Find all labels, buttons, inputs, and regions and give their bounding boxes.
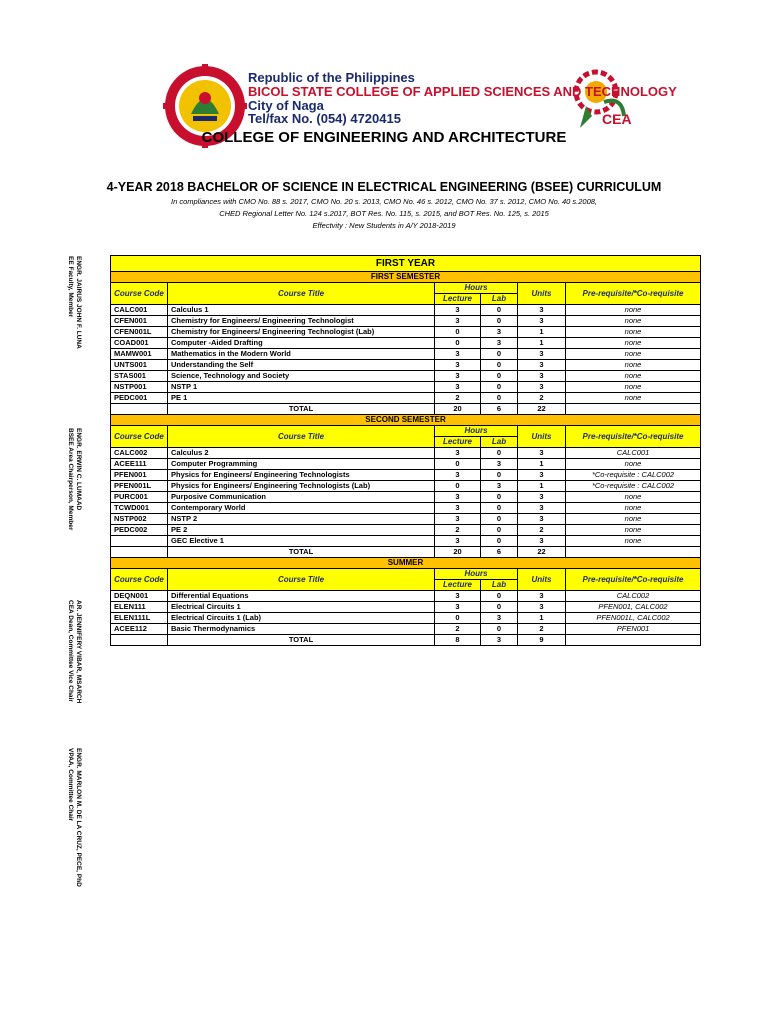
lab-hours: 0 [481,393,518,404]
year-label: FIRST YEAR [111,256,701,272]
course-code: CALC001 [111,305,168,316]
units: 3 [518,371,566,382]
course-code: NSTP002 [111,514,168,525]
header-course-title: Course Title [168,569,435,591]
course-title: NSTP 2 [168,514,435,525]
curriculum-title: 4-YEAR 2018 BACHELOR OF SCIENCE IN ELECTRICAL ENGINEERING (BSEE) CURRICULUM [106,180,662,194]
signatory-1 [66,256,82,349]
total-label: TOTAL [168,404,435,415]
header-lab: Lab [481,580,518,591]
table-row [111,514,701,525]
total-empty-cell [111,547,168,558]
units: 3 [518,514,566,525]
table-row [111,459,701,470]
units: 1 [518,613,566,624]
lab-hours: 0 [481,492,518,503]
telfax-line: Tel/fax No. (054) 4720415 [248,111,401,126]
units: 3 [518,492,566,503]
units: 3 [518,503,566,514]
course-code: PURC001 [111,492,168,503]
units: 2 [518,624,566,635]
course-title: Contemporary World [168,503,435,514]
cea-logo-text: CEA [602,111,632,127]
units: 3 [518,349,566,360]
total-lab: 3 [481,635,518,646]
table-row [111,613,701,624]
total-units: 22 [518,404,566,415]
course-title: NSTP 1 [168,382,435,393]
header-units: Units [518,283,566,305]
table-row [111,360,701,371]
lab-hours: 0 [481,448,518,459]
course-title: Understanding the Self [168,360,435,371]
prerequisite: none [566,382,701,393]
curriculum-table [110,255,701,646]
lecture-hours: 3 [435,349,481,360]
header-course-title: Course Title [168,283,435,305]
header-hours: Hours [435,426,518,437]
lecture-hours: 2 [435,624,481,635]
column-header-row [111,283,701,294]
header-prerequisite: Pre-requisite/*Co-requisite [566,426,701,448]
lab-hours: 3 [481,459,518,470]
total-lecture: 20 [435,547,481,558]
signatory-4 [66,748,82,887]
semester-row [111,558,701,569]
signatory-name: ENGR. JAIRUS JOHN F. LUNA [75,256,82,349]
header-prerequisite: Pre-requisite/*Co-requisite [566,283,701,305]
course-code: COAD001 [111,338,168,349]
prerequisite: none [566,338,701,349]
lecture-hours: 3 [435,591,481,602]
course-code: ELEN111L [111,613,168,624]
total-row [111,404,701,415]
lab-hours: 0 [481,602,518,613]
units: 1 [518,338,566,349]
prerequisite: none [566,514,701,525]
table-row [111,327,701,338]
prerequisite: none [566,525,701,536]
prerequisite: none [566,305,701,316]
table-row [111,316,701,327]
lecture-hours: 3 [435,305,481,316]
table-row [111,393,701,404]
header-lab: Lab [481,294,518,305]
header-lecture: Lecture [435,437,481,448]
prerequisite: PFEN001 [566,624,701,635]
lecture-hours: 3 [435,470,481,481]
prerequisite: PFEN001L, CALC002 [566,613,701,624]
header-course-title: Course Title [168,426,435,448]
college-title: COLLEGE OF ENGINEERING AND ARCHITECTURE [201,129,567,146]
units: 3 [518,536,566,547]
course-code: CFEN001 [111,316,168,327]
total-label: TOTAL [168,635,435,646]
total-lab: 6 [481,547,518,558]
total-lecture: 8 [435,635,481,646]
course-code: STAS001 [111,371,168,382]
semester-label: SUMMER [111,558,701,569]
course-title: Mathematics in the Modern World [168,349,435,360]
total-units: 9 [518,635,566,646]
table-row [111,536,701,547]
lab-hours: 0 [481,470,518,481]
lecture-hours: 0 [435,481,481,492]
course-title: PE 1 [168,393,435,404]
lecture-hours: 0 [435,327,481,338]
lecture-hours: 3 [435,536,481,547]
prerequisite: PFEN001, CALC002 [566,602,701,613]
course-code: NSTP001 [111,382,168,393]
lab-hours: 3 [481,481,518,492]
prerequisite: none [566,360,701,371]
lecture-hours: 3 [435,514,481,525]
school-name: BICOL STATE COLLEGE OF APPLIED SCIENCES AND TECHNOLOGY [248,84,677,99]
header-lecture: Lecture [435,294,481,305]
prerequisite: none [566,371,701,382]
signatory-name: AR. JENNIFERY VIBAR, MSARCH [75,600,82,704]
header-prerequisite: Pre-requisite/*Co-requisite [566,569,701,591]
course-title: GEC Elective 1 [168,536,435,547]
signatory-role: EE Faculty, Member [67,256,74,318]
table-row [111,525,701,536]
signatory-role: BSEE Area Chairperson, Member [67,428,74,531]
table-row [111,481,701,492]
course-code: ELEN111 [111,602,168,613]
lecture-hours: 3 [435,602,481,613]
total-row [111,635,701,646]
prerequisite: *Co-requisite : CALC002 [566,481,701,492]
lecture-hours: 3 [435,448,481,459]
lab-hours: 0 [481,514,518,525]
table-row [111,470,701,481]
course-code: UNTS001 [111,360,168,371]
course-title: Science, Technology and Society [168,371,435,382]
lab-hours: 0 [481,503,518,514]
table-row [111,382,701,393]
lecture-hours: 3 [435,360,481,371]
prerequisite: none [566,459,701,470]
total-row [111,547,701,558]
compliance-note-1: In compliances with CMO No. 88 s. 2017, CMO No. 20 s. 2013, CMO No. 46 s. 2012, CMO No. 37 s. 2012, CMO No. 40 s.2008, [170,197,598,206]
course-code: ACEE111 [111,459,168,470]
lab-hours: 0 [481,624,518,635]
header-lab: Lab [481,437,518,448]
units: 2 [518,525,566,536]
table-row [111,624,701,635]
table-row [111,602,701,613]
header-hours: Hours [435,569,518,580]
lab-hours: 0 [481,349,518,360]
prerequisite: *Co-requisite : CALC002 [566,470,701,481]
units: 2 [518,393,566,404]
year-row [111,256,701,272]
effectivity-note: Effectvity : New Students in A/Y 2018-2019 [312,221,456,230]
republic-line: Republic of the Philippines [248,70,415,85]
total-units: 22 [518,547,566,558]
signatory-role: VPAA, Committee Chair [67,748,74,822]
units: 3 [518,316,566,327]
total-lecture: 20 [435,404,481,415]
table-row [111,448,701,459]
total-label: TOTAL [168,547,435,558]
course-title: Calculus 2 [168,448,435,459]
table-row [111,371,701,382]
semester-row [111,272,701,283]
lab-hours: 0 [481,382,518,393]
prerequisite: none [566,349,701,360]
lab-hours: 0 [481,591,518,602]
course-title: Chemistry for Engineers/ Engineering Technologist (Lab) [168,327,435,338]
lecture-hours: 0 [435,459,481,470]
units: 3 [518,448,566,459]
lecture-hours: 2 [435,525,481,536]
table-row [111,349,701,360]
lecture-hours: 3 [435,503,481,514]
lab-hours: 3 [481,613,518,624]
lab-hours: 0 [481,371,518,382]
units: 1 [518,327,566,338]
course-code: ACEE112 [111,624,168,635]
course-title: Physics for Engineers/ Engineering Technologists (Lab) [168,481,435,492]
units: 3 [518,382,566,393]
prerequisite: none [566,503,701,514]
lab-hours: 0 [481,536,518,547]
course-title: Calculus 1 [168,305,435,316]
lecture-hours: 2 [435,393,481,404]
signatory-role: CEA Dean, Committee Vice Chair [67,600,74,702]
course-code [111,536,168,547]
units: 3 [518,602,566,613]
lab-hours: 3 [481,338,518,349]
units: 3 [518,470,566,481]
course-code: PFEN001 [111,470,168,481]
lecture-hours: 3 [435,382,481,393]
table-row [111,591,701,602]
units: 1 [518,459,566,470]
header-units: Units [518,426,566,448]
header-course-code: Course Code [111,569,168,591]
header-units: Units [518,569,566,591]
semester-label: FIRST SEMESTER [111,272,701,283]
lab-hours: 0 [481,305,518,316]
total-empty-cell [566,635,701,646]
signatory-2 [66,428,82,530]
prerequisite: none [566,316,701,327]
course-code: PEDC002 [111,525,168,536]
table-row [111,338,701,349]
lecture-hours: 3 [435,316,481,327]
course-title: Physics for Engineers/ Engineering Technologists [168,470,435,481]
course-title: Differential Equations [168,591,435,602]
units: 3 [518,591,566,602]
lab-hours: 3 [481,327,518,338]
course-title: Electrical Circuits 1 [168,602,435,613]
course-code: MAMW001 [111,349,168,360]
lecture-hours: 0 [435,613,481,624]
city-line: City of Naga [248,98,324,113]
signatory-3 [66,600,82,703]
lecture-hours: 3 [435,371,481,382]
header-lecture: Lecture [435,580,481,591]
course-code: CFEN001L [111,327,168,338]
prerequisite: none [566,492,701,503]
table-row [111,492,701,503]
signatory-name: ENGR. ERWIN C. LUMAAD [75,428,82,511]
course-code: PEDC001 [111,393,168,404]
course-title: Computer Programming [168,459,435,470]
units: 1 [518,481,566,492]
prerequisite: none [566,393,701,404]
column-header-row [111,569,701,580]
lab-hours: 0 [481,525,518,536]
header-hours: Hours [435,283,518,294]
course-title: PE 2 [168,525,435,536]
course-title: Purposive Communication [168,492,435,503]
total-empty-cell [566,404,701,415]
units: 3 [518,305,566,316]
header-course-code: Course Code [111,426,168,448]
course-code: DEQN001 [111,591,168,602]
units: 3 [518,360,566,371]
total-lab: 6 [481,404,518,415]
column-header-row [111,426,701,437]
semester-row [111,415,701,426]
lecture-hours: 0 [435,338,481,349]
course-code: CALC002 [111,448,168,459]
semester-label: SECOND SEMESTER [111,415,701,426]
prerequisite: none [566,536,701,547]
prerequisite: CALC002 [566,591,701,602]
course-title: Electrical Circuits 1 (Lab) [168,613,435,624]
prerequisite: none [566,327,701,338]
signatory-name: ENGR. MARLON M. DE LA CRUZ, PECE, PhD [75,748,82,887]
header-course-code: Course Code [111,283,168,305]
prerequisite: CALC001 [566,448,701,459]
course-code: TCWD001 [111,503,168,514]
course-code: PFEN001L [111,481,168,492]
table-row [111,305,701,316]
lecture-hours: 3 [435,492,481,503]
lab-hours: 0 [481,360,518,371]
compliance-note-2: CHED Regional Letter No. 124 s.2017, BOT Res. No. 115, s. 2015, and BOT Res. No. 125, s. 2015 [219,209,549,218]
course-title: Computer -Aided Drafting [168,338,435,349]
course-title: Chemistry for Engineers/ Engineering Technologist [168,316,435,327]
course-title: Basic Thermodynamics [168,624,435,635]
lab-hours: 0 [481,316,518,327]
table-row [111,503,701,514]
total-empty-cell [566,547,701,558]
total-empty-cell [111,635,168,646]
cea-logo [572,66,632,132]
total-empty-cell [111,404,168,415]
